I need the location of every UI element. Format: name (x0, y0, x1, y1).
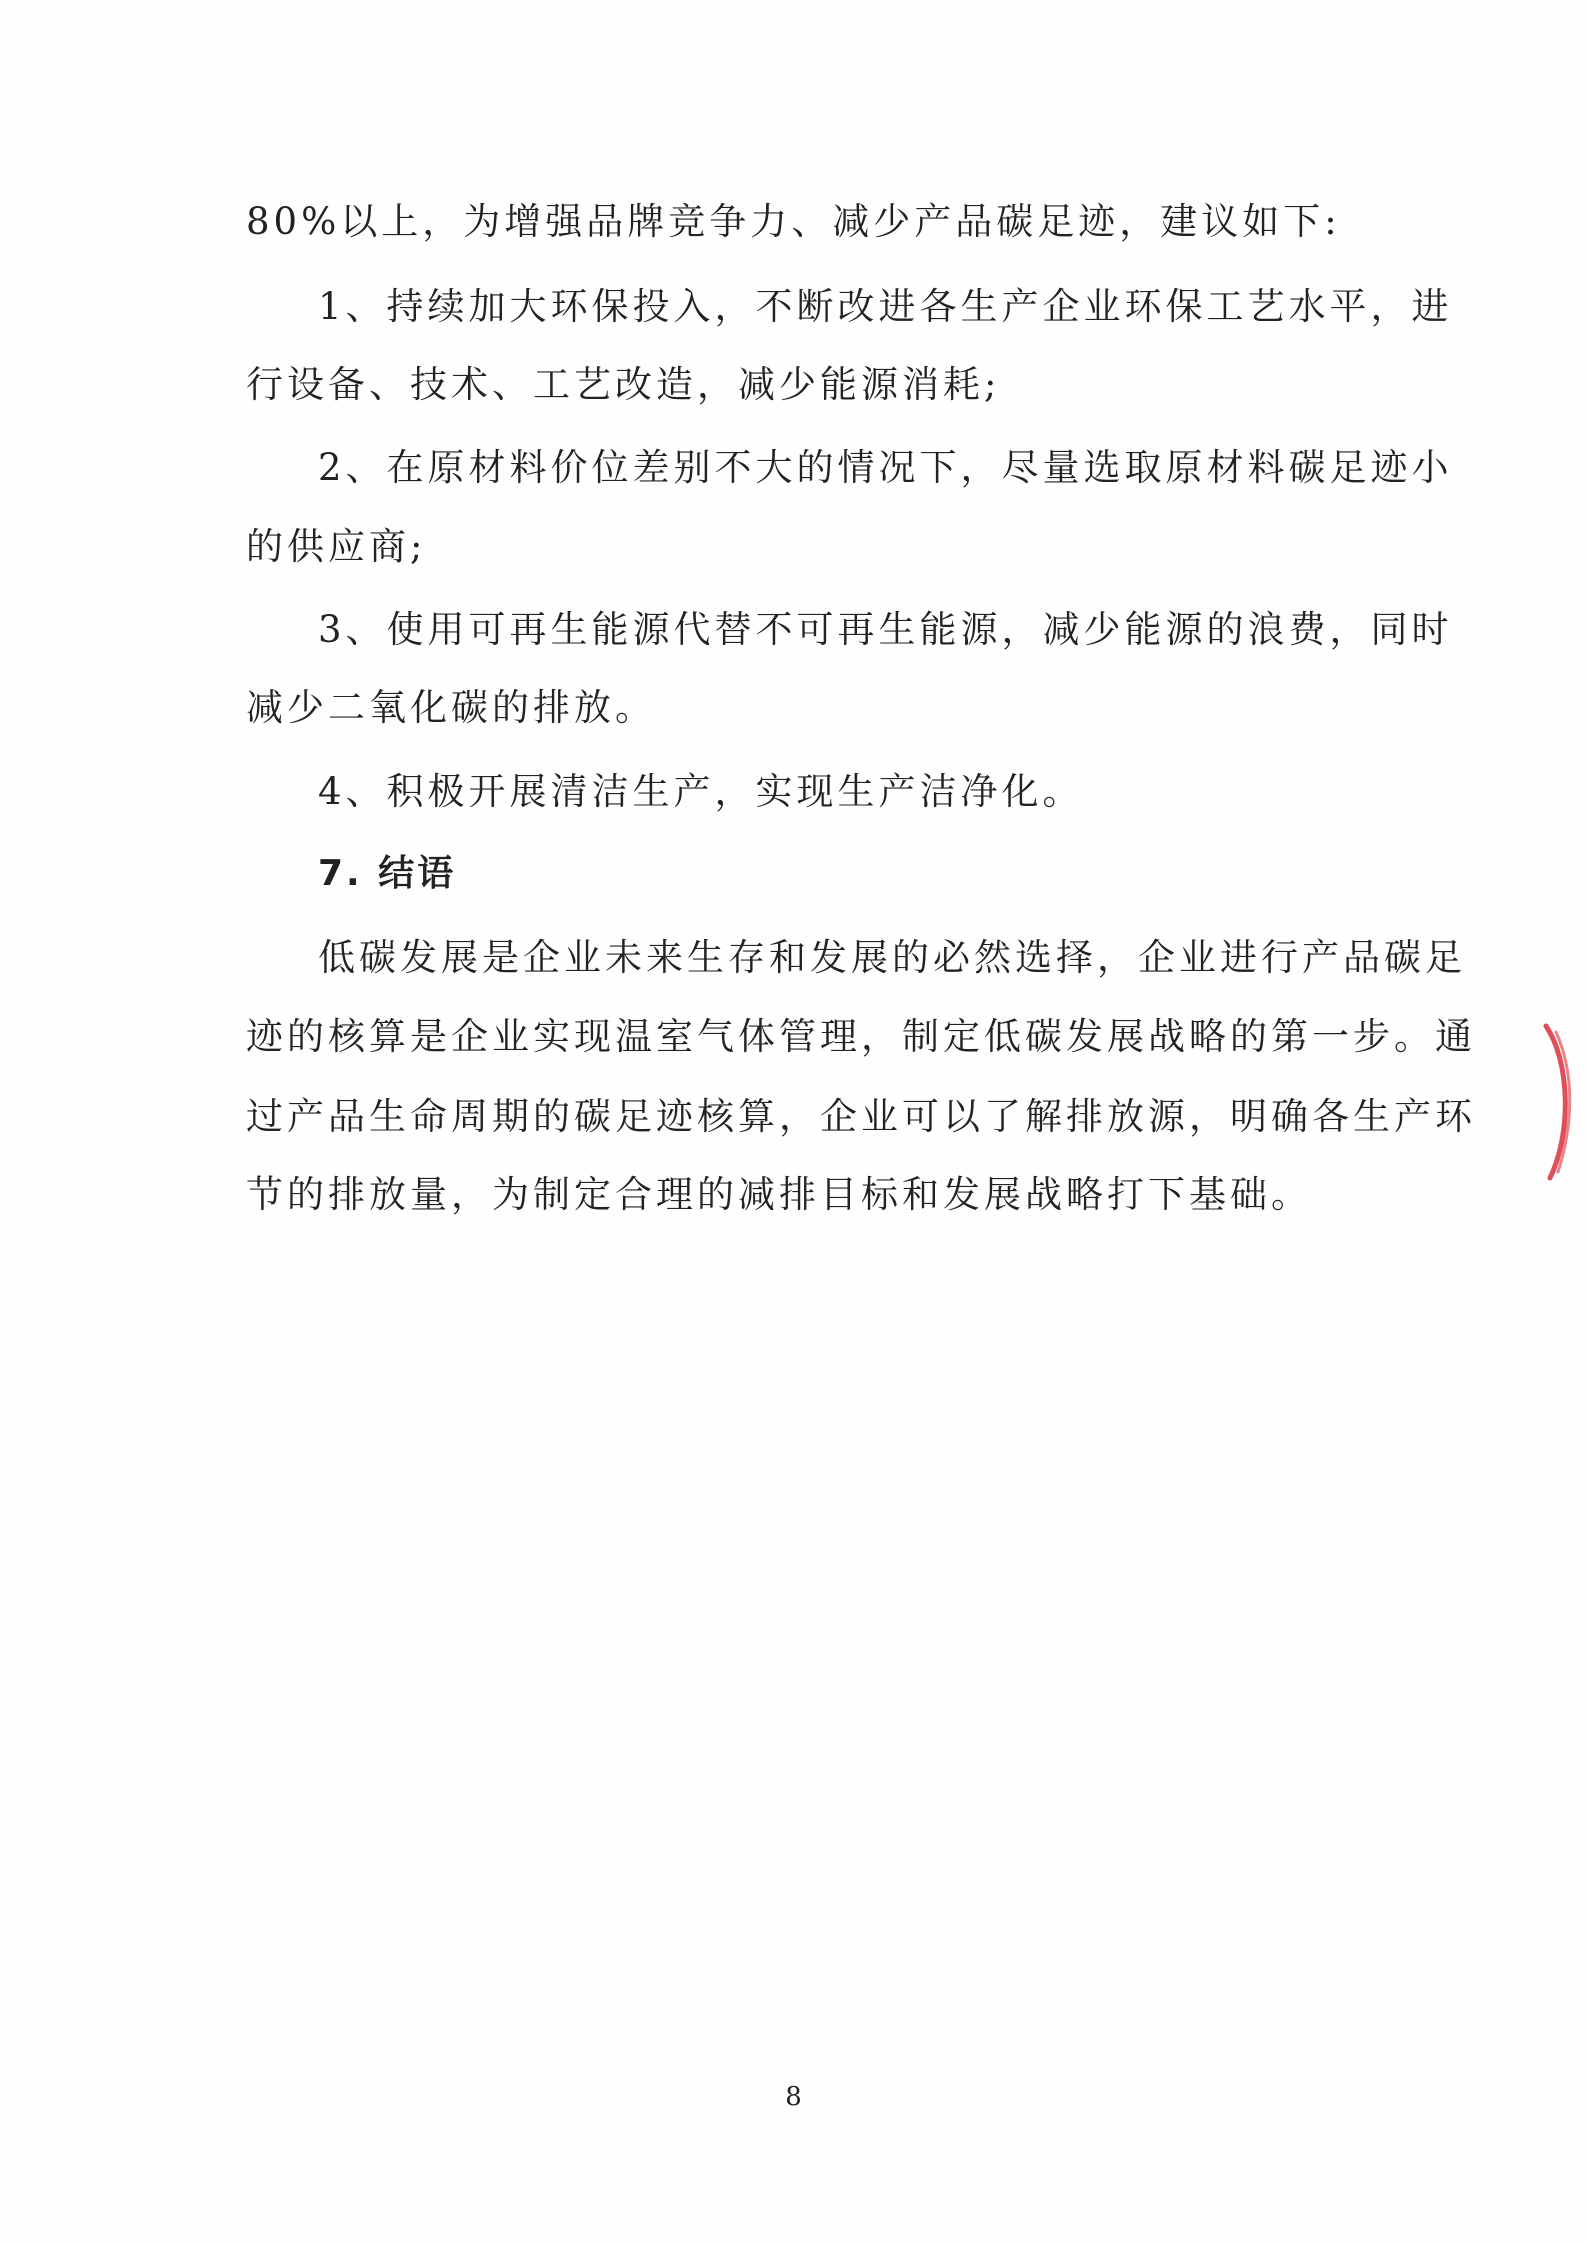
seal-edge-mark (1540, 1022, 1576, 1182)
conclusion-line-1: 低碳发展是企业未来生存和发展的必然选择，企业进行产品碳足 (318, 936, 1466, 979)
list-item-2-line-1: 2、在原材料价位差别不大的情况下，尽量选取原材料碳足迹小 (318, 446, 1453, 489)
conclusion-line-2: 迹的核算是企业实现温室气体管理，制定低碳发展战略的第一步。通 (246, 1015, 1476, 1058)
list-item-1-line-2: 行设备、技术、工艺改造，减少能源消耗; (246, 363, 1001, 406)
list-item-4-line-1: 4、积极开展清洁生产，实现生产洁净化。 (318, 770, 1084, 813)
section-heading: 7. 结语 (318, 853, 457, 894)
conclusion-line-4: 节的排放量，为制定合理的减排目标和发展战略打下基础。 (246, 1173, 1312, 1216)
list-item-2-line-2: 的供应商; (246, 525, 427, 568)
conclusion-line-3: 过产品生命周期的碳足迹核算，企业可以了解排放源，明确各生产环 (246, 1095, 1476, 1138)
paragraph-line: 80%以上，为增强品牌竞争力、减少产品碳足迹，建议如下: (246, 200, 1341, 243)
list-item-1-line-1: 1、持续加大环保投入，不断改进各生产企业环保工艺水平，进 (318, 285, 1453, 328)
page-number: 8 (785, 2082, 802, 2112)
list-item-3-line-2: 减少二氧化碳的排放。 (246, 686, 656, 729)
list-item-3-line-1: 3、使用可再生能源代替不可再生能源，减少能源的浪费，同时 (318, 608, 1453, 651)
